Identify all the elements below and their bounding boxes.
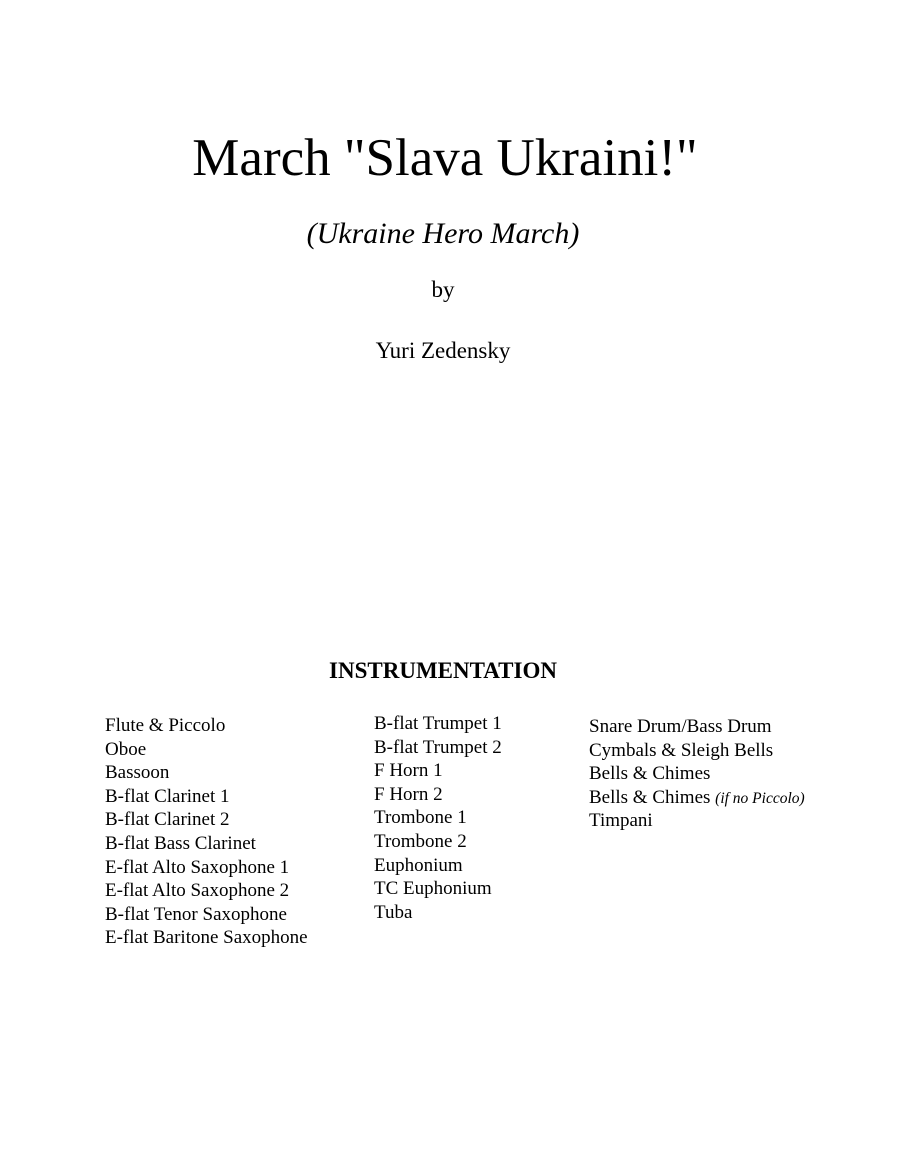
instrument-item: Timpani — [589, 810, 653, 832]
instrument-item: E-flat Baritone Saxophone — [105, 927, 308, 949]
instrument-item: Snare Drum/Bass Drum — [589, 716, 772, 737]
instrument-item: Euphonium — [374, 854, 463, 876]
instrument-note: (if no Piccolo) — [715, 789, 805, 807]
instrument-item: Bells & Chimes — [589, 763, 711, 785]
instrument-item: TC Euphonium — [374, 878, 492, 900]
instrument-item: F Horn 2 — [374, 783, 443, 805]
instrument-item: B-flat Trumpet 2 — [374, 736, 502, 758]
instrumentation-heading: INSTRUMENTATION — [329, 658, 557, 683]
instrument-item: Bassoon — [105, 762, 170, 784]
instrument-list-percussion — [589, 715, 805, 833]
instrument-item-with-note — [589, 786, 805, 810]
instrument-list-woodwinds — [105, 714, 308, 950]
instrument-item: E-flat Alto Saxophone 1 — [105, 856, 290, 878]
instrument-item: B-flat Clarinet 1 — [105, 785, 230, 807]
instrument-item: Trombone 2 — [374, 830, 467, 852]
instrument-item: Oboe — [105, 738, 147, 760]
instrument-item: Trombone 1 — [374, 807, 467, 829]
instrument-name: Bells & Chimes — [589, 786, 711, 808]
instrument-item: Cymbals & Sleigh Bells — [589, 739, 774, 761]
instrument-item: B-flat Tenor Saxophone — [105, 903, 287, 925]
instrument-item: B-flat Bass Clarinet — [105, 832, 256, 854]
instrument-list-brass — [374, 712, 502, 924]
by-line: by — [431, 277, 455, 302]
instrument-item: B-flat Clarinet 2 — [105, 809, 230, 831]
instrument-item: Tuba — [374, 901, 413, 923]
instrument-item: E-flat Alto Saxophone 2 — [105, 880, 290, 902]
subtitle: (Ukraine Hero March) — [306, 217, 580, 250]
instrument-item: B-flat Trumpet 1 — [374, 713, 502, 734]
instrument-item: Flute & Piccolo — [105, 715, 226, 736]
composer-name: Yuri Zedensky — [375, 338, 511, 363]
instrument-item: F Horn 1 — [374, 760, 443, 782]
page-title: March "Slava Ukraini!" — [192, 129, 698, 187]
